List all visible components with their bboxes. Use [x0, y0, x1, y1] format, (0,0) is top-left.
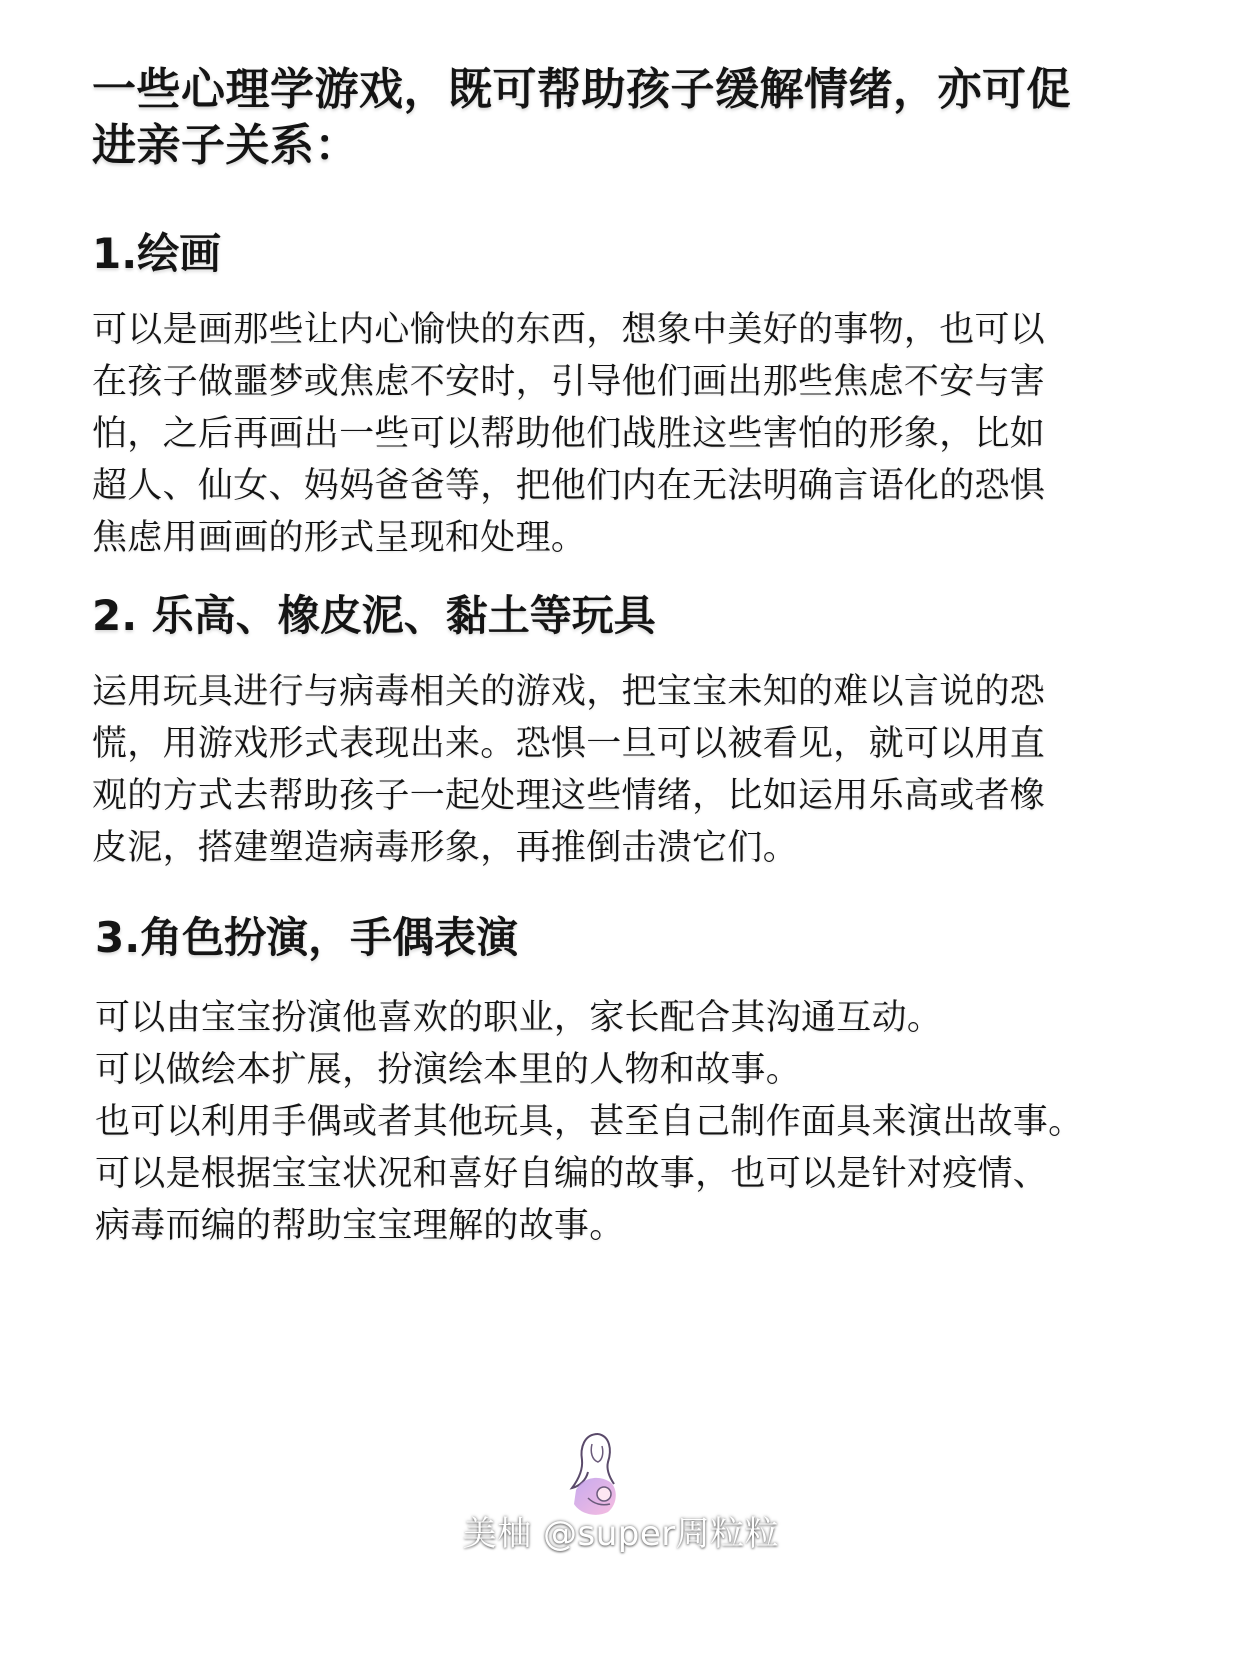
paragraph-line: 慌，用游戏形式表现出来。恐惧一旦可以被看见，就可以用直	[92, 724, 1046, 764]
paragraph-line: 运用玩具进行与病毒相关的游戏，把宝宝未知的难以言说的恐	[92, 672, 1046, 712]
paragraph-line: 病毒而编的帮助宝宝理解的故事。	[95, 1206, 625, 1246]
paragraph-line: 可以是根据宝宝状况和喜好自编的故事，也可以是针对疫情、	[95, 1154, 1049, 1194]
mother-child-logo-icon	[558, 1428, 630, 1518]
paragraph-line: 皮泥，搭建塑造病毒形象，再推倒击溃它们。	[92, 828, 799, 868]
section-heading-toys: 2. 乐高、橡皮泥、黏土等玩具	[92, 591, 656, 640]
section-paragraph-toys	[92, 666, 1182, 874]
paragraph-line: 观的方式去帮助孩子一起处理这些情绪，比如运用乐高或者橡	[92, 776, 1046, 816]
paragraph-line: 怕，之后再画出一些可以帮助他们战胜这些害怕的形象，比如	[92, 414, 1046, 454]
section-paragraph-drawing	[92, 304, 1182, 564]
section-paragraph-role-play	[95, 992, 1185, 1252]
paragraph-line: 可以是画那些让内心愉快的东西，想象中美好的事物，也可以	[92, 310, 1046, 350]
section-heading-drawing: 1.绘画	[92, 229, 222, 278]
intro-text	[92, 62, 1182, 174]
paragraph-line: 可以由宝宝扮演他喜欢的职业，家长配合其沟通互动。	[95, 998, 943, 1038]
paragraph-line: 焦虑用画画的形式呈现和处理。	[92, 518, 587, 558]
paragraph-line: 也可以利用手偶或者其他玩具，甚至自己制作面具来演出故事。	[95, 1102, 1084, 1142]
intro-line: 进亲子关系：	[92, 120, 359, 171]
intro-line: 一些心理学游戏，既可帮助孩子缓解情绪，亦可促	[92, 64, 1071, 115]
paragraph-line: 超人、仙女、妈妈爸爸等，把他们内在无法明确言语化的恐惧	[92, 466, 1046, 506]
watermark-text: 美柚 @super周粒粒	[462, 1514, 780, 1554]
paragraph-line: 可以做绘本扩展，扮演绘本里的人物和故事。	[95, 1050, 802, 1090]
paragraph-line: 在孩子做噩梦或焦虑不安时，引导他们画出那些焦虑不安与害	[92, 362, 1046, 402]
section-heading-role-play: 3.角色扮演，手偶表演	[95, 913, 519, 962]
